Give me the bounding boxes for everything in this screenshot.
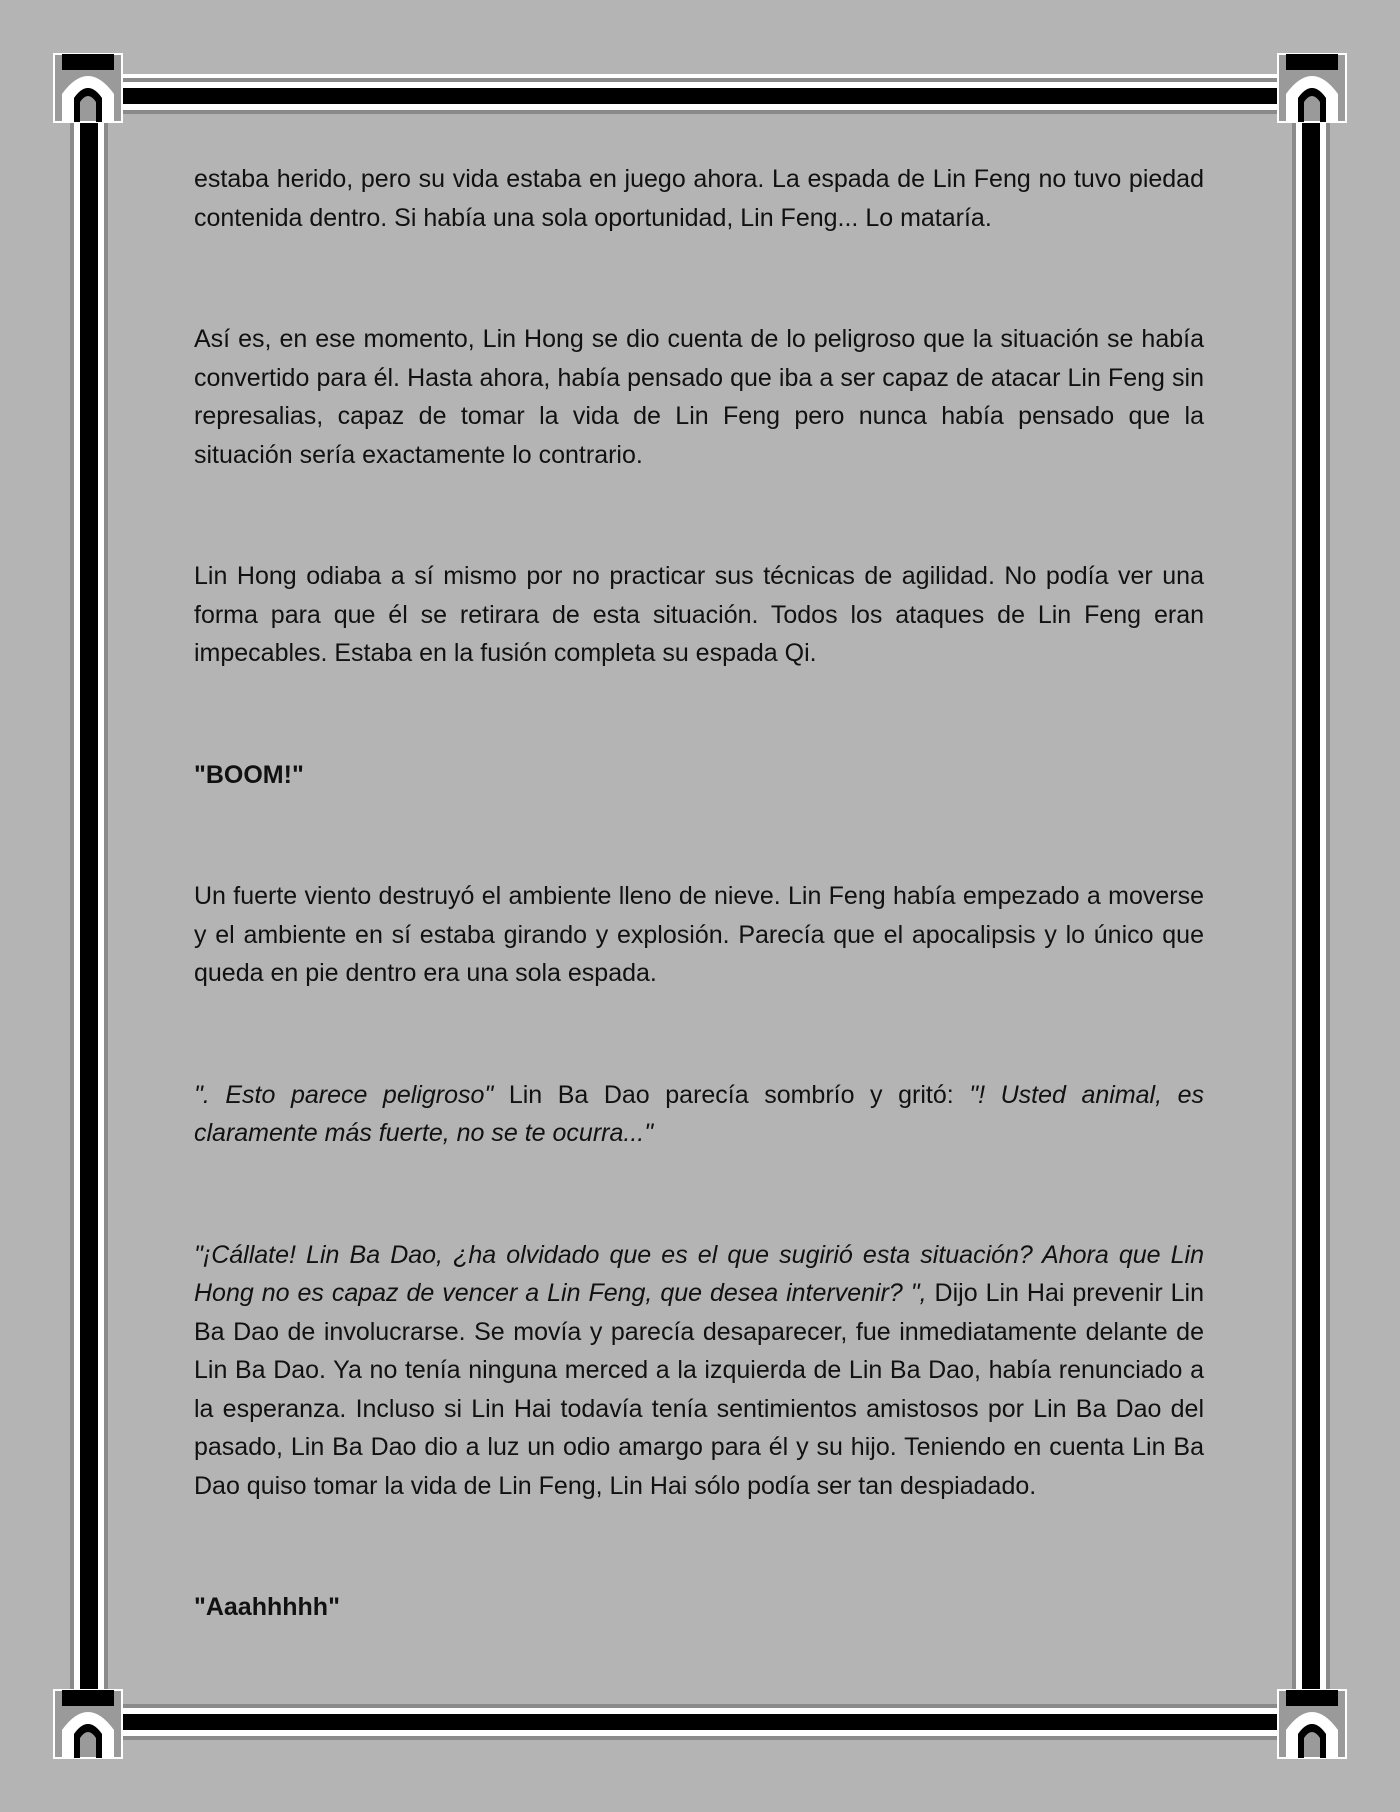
left-border-bar — [70, 122, 108, 1690]
bottom-border-bar — [122, 1704, 1278, 1740]
paragraph-3: Lin Hong odiaba a sí mismo por no practicar sus técnicas de agilidad. No podía ver una forma para que él se retirara de esta situación. Todos los ataques de Lin Feng eran impecables. Estaba en la fusión completa su espada Qi. — [194, 562, 1204, 667]
dialogue-italic: "¡Cállate! Lin Ba Dao, ¿ha olvidado que es el que sugirió esta situación? Ahora que Lin Hong no es capaz de vencer a Lin Feng, que desea intervenir? ", — [194, 1240, 1204, 1307]
paragraph-6 — [194, 1076, 1204, 1153]
corner-ornament-top-right — [1278, 54, 1346, 122]
paragraph-5: Un fuerte viento destruyó el ambiente lleno de nieve. Lin Feng había empezado a moverse y el ambiente en sí estaba girando y explosión. Parecía que el apocalipsis y lo único que queda en pie dentro era una sola espada. — [194, 882, 1204, 987]
sound-effect-scream: "Aaahhhhh" — [194, 1593, 340, 1621]
right-border-bar — [1292, 122, 1330, 1690]
narration-text: Lin Ba Dao parecía sombrío y gritó: — [493, 1080, 970, 1109]
dialogue-italic: ". Esto parece peligroso" — [194, 1080, 494, 1109]
paragraph-1: estaba herido, pero su vida estaba en juego ahora. La espada de Lin Feng no tuvo piedad contenida dentro. Si había una sola oportunidad, Lin Feng... Lo mataría. — [194, 165, 1204, 232]
paragraph-7 — [194, 1236, 1204, 1506]
top-border-bar — [122, 74, 1278, 114]
corner-ornament-bottom-right — [1278, 1690, 1346, 1758]
dialogue-italic: "! Usted animal, es claramente más fuerte, no se te ocurra..." — [194, 1080, 1204, 1147]
corner-ornament-bottom-left — [54, 1690, 122, 1758]
page-body-text — [194, 160, 1204, 1627]
narration-text: Dijo Lin Hai prevenir Lin Ba Dao de involucrarse. Se movía y parecía desaparecer, fue inmediatamente delante de Lin Ba Dao. Ya no tenía ninguna merced a la izquierda de Lin Ba Dao, había renunciado a la esperanza. Incluso si Lin Hai todavía tenía sentimientos amistosos por Lin Ba Dao del pasado, Lin Ba Dao dio a luz un odio amargo para él y su hijo. Teniendo en cuenta Lin Ba Dao quiso tomar la vida de Lin Feng, Lin Hai sólo podía ser tan despiadado. — [194, 1279, 1205, 1500]
sound-effect-boom: "BOOM!" — [194, 760, 304, 789]
paragraph-2: Así es, en ese momento, Lin Hong se dio cuenta de lo peligroso que la situación se había convertido para él. Hasta ahora, había pensado que iba a ser capaz de atacar Lin Feng sin represalias, capaz de tomar la vida de Lin Feng pero nunca había pensado que la situación sería exactamente lo contrario. — [194, 325, 1204, 469]
corner-ornament-top-left — [54, 54, 122, 122]
